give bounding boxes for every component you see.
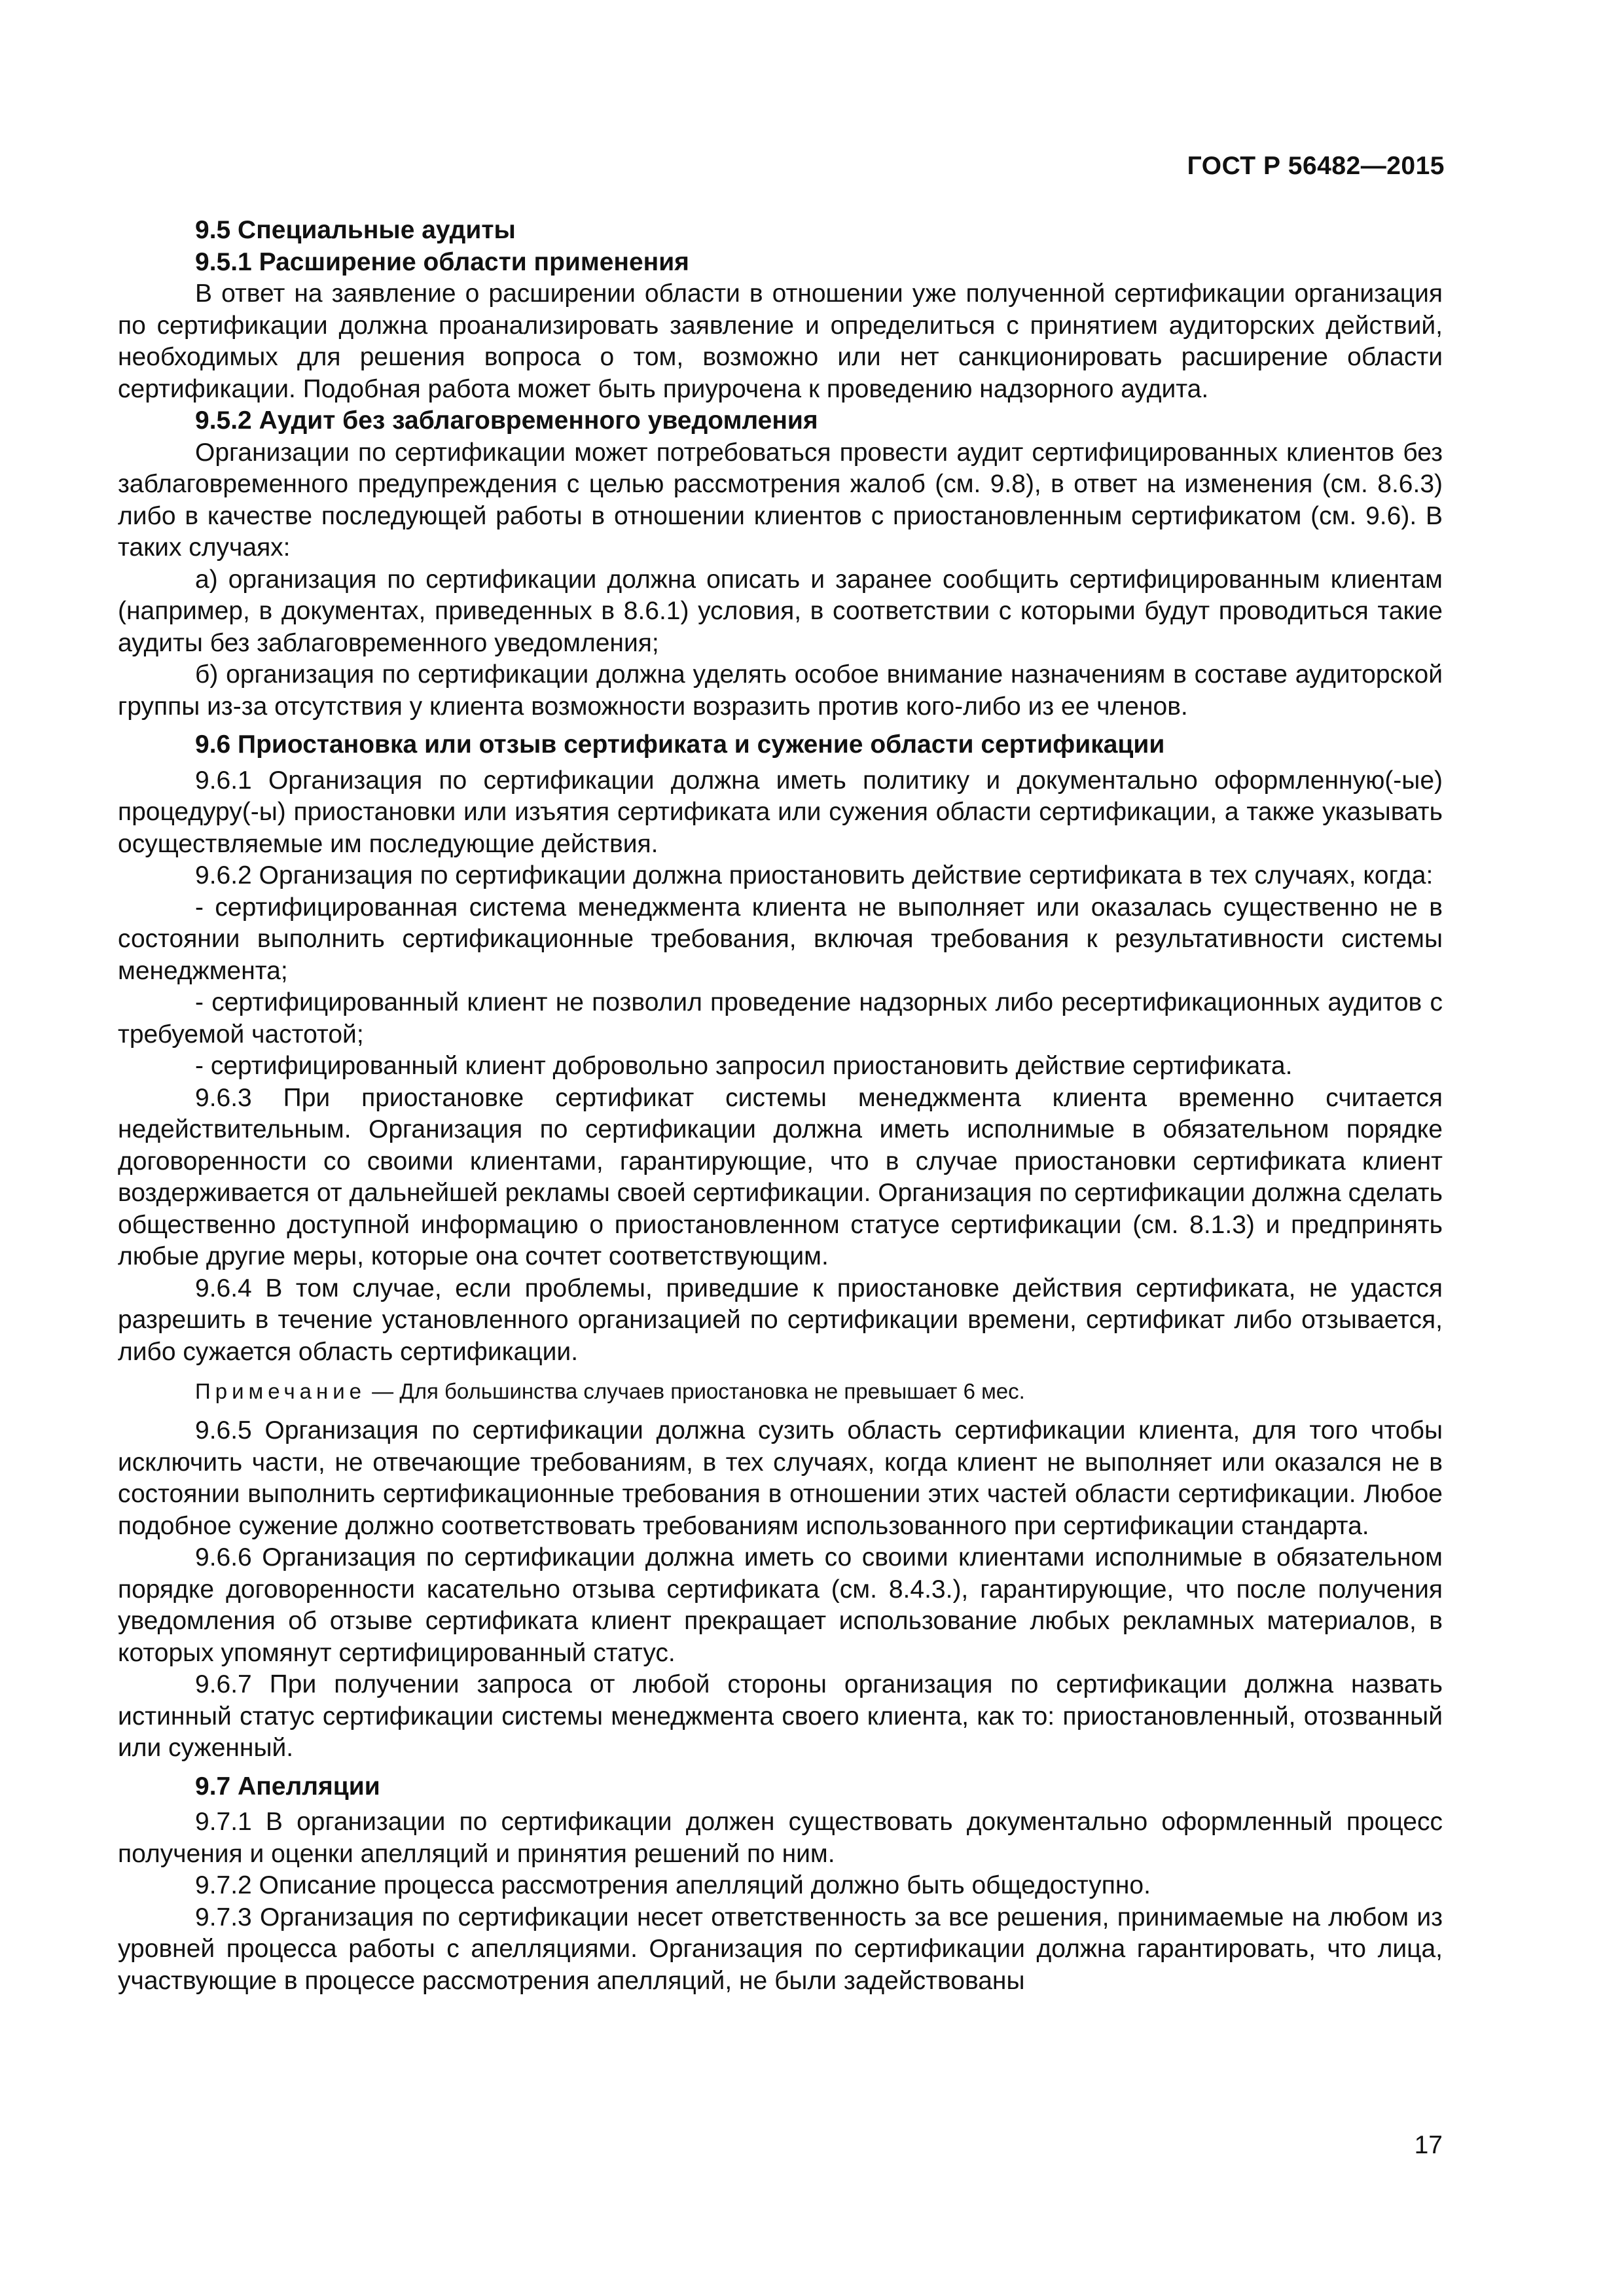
paragraph: 9.6.1 Организация по сертификации должна иметь политику и документально оформленную(-ые) процедуру(-ы) приостановки или изъятия сертификата или сужения области сертификации, а также указывать осуществляемые им последующие действия. [118, 766, 1443, 858]
paragraph: 9.6.6 Организация по сертификации должна иметь со своими клиентами исполнимые в обязательном порядке договоренности касательно отзыва сертификата (см. 8.4.3.), гарантирующие, что после получения уведомления об отзыве сертификата клиент прекращает использование любых рекламных материалов, в которых упомянут сертифицированный статус. [118, 1543, 1443, 1667]
note-text: — Для большинства случаев приостановка не превышает 6 мес. [366, 1379, 1025, 1403]
paragraph: 9.6.3 При приостановке сертификат системы менеджмента клиента временно считается недействительным. Организация по сертификации должна иметь исполнимые в обязательном порядке договоренности со своими клиентами, гарантирующие, что в случае приостановки сертификата клиент воздерживается от дальнейшей рекламы своей сертификации. Организация по сертификации должна сделать общественно доступной информацию о приостановленном статусе сертификации (см. 8.1.3) и предпринять любые другие меры, которые она сочтет соответствующим. [118, 1083, 1443, 1270]
note [118, 1377, 1443, 1406]
paragraph: 9.7.1 В организации по сертификации должен существовать документально оформленный процесс получения и оценки апелляций и принятия решений по ним. [118, 1808, 1443, 1868]
section-heading: 9.7 Апелляции [195, 1772, 380, 1801]
note-label: Примечание [195, 1379, 367, 1403]
page-number: 17 [1414, 2131, 1443, 2159]
paragraph: - сертифицированный клиент добровольно запросил приостановить действие сертификата. [195, 1052, 1293, 1080]
section-heading: 9.5.1 Расширение области применения [195, 247, 689, 276]
paragraph: б) организация по сертификации должна уделять особое внимание назначениям в составе аудиторской группы из-за отсутствия у клиента возможности возразить против кого-либо из ее членов. [118, 660, 1443, 721]
paragraph: 9.7.3 Организация по сертификации несет ответственность за все решения, принимаемые на любом из уровней процесса работы с апелляциями. Организация по сертификации должна гарантировать, что лица, участвующие в процессе рассмотрения апелляций, не были задействованы [118, 1903, 1443, 1995]
paragraph: 9.7.2 Описание процесса рассмотрения апелляций должно быть общедоступно. [195, 1871, 1151, 1899]
document-header: ГОСТ Р 56482—2015 [1187, 152, 1445, 180]
paragraph: а) организация по сертификации должна описать и заранее сообщить сертифицированным клиентам (например, в документах, приведенных в 8.6.1) условия, в соответствии с которыми будут проводиться такие аудиты без заблаговременного уведомления; [118, 565, 1443, 657]
document-body [118, 215, 1443, 1997]
section-heading: 9.5.2 Аудит без заблаговременного уведомления [195, 406, 818, 435]
section-heading: 9.5 Специальные аудиты [195, 216, 516, 244]
section-heading: 9.6 Приостановка или отзыв сертификата и сужение области сертификации [195, 730, 1165, 759]
paragraph: 9.6.2 Организация по сертификации должна приостановить действие сертификата в тех случаях, когда: [195, 861, 1434, 889]
paragraph: 9.6.4 В том случае, если проблемы, приведшие к приостановке действия сертификата, не удастся разрешить в течение установленного организацией по сертификации времени, сертификат либо отзывается, либо сужается область сертификации. [118, 1274, 1443, 1366]
paragraph: 9.6.5 Организация по сертификации должна сузить область сертификации клиента, для того чтобы исключить части, не отвечающие требованиям, в тех случаях, когда клиент не выполняет или оказался не в состоянии выполнить сертификационные требования в отношении этих частей области сертификации. Любое подобное сужение должно соответствовать требованиям использованного при сертификации стандарта. [118, 1416, 1443, 1540]
paragraph: В ответ на заявление о расширении области в отношении уже полученной сертификации организация по сертификации должна проанализировать заявление и определиться с принятием аудиторских действий, необходимых для решения вопроса о том, возможно или нет санкционировать расширение области сертификации. Подобная работа может быть приурочена к проведению надзорного аудита. [118, 279, 1443, 403]
paragraph: - сертифицированная система менеджмента клиента не выполняет или оказалась существенно не в состоянии выполнить сертификационные требования, включая требования к результативности системы менеджмента; [118, 893, 1443, 985]
paragraph: - сертифицированный клиент не позволил проведение надзорных либо ресертификационных аудитов с требуемой частотой; [118, 988, 1443, 1049]
paragraph: 9.6.7 При получении запроса от любой стороны организация по сертификации должна назвать истинный статус сертификации системы менеджмента своего клиента, как то: приостановленный, отозванный или суженный. [118, 1670, 1443, 1762]
paragraph: Организации по сертификации может потребоваться провести аудит сертифицированных клиентов без заблаговременного предупреждения с целью рассмотрения жалоб (см. 9.8), в ответ на изменения (см. 8.6.3) либо в качестве последующей работы в отношении клиентов с приостановленным сертификатом (см. 9.6). В таких случаях: [118, 438, 1443, 562]
